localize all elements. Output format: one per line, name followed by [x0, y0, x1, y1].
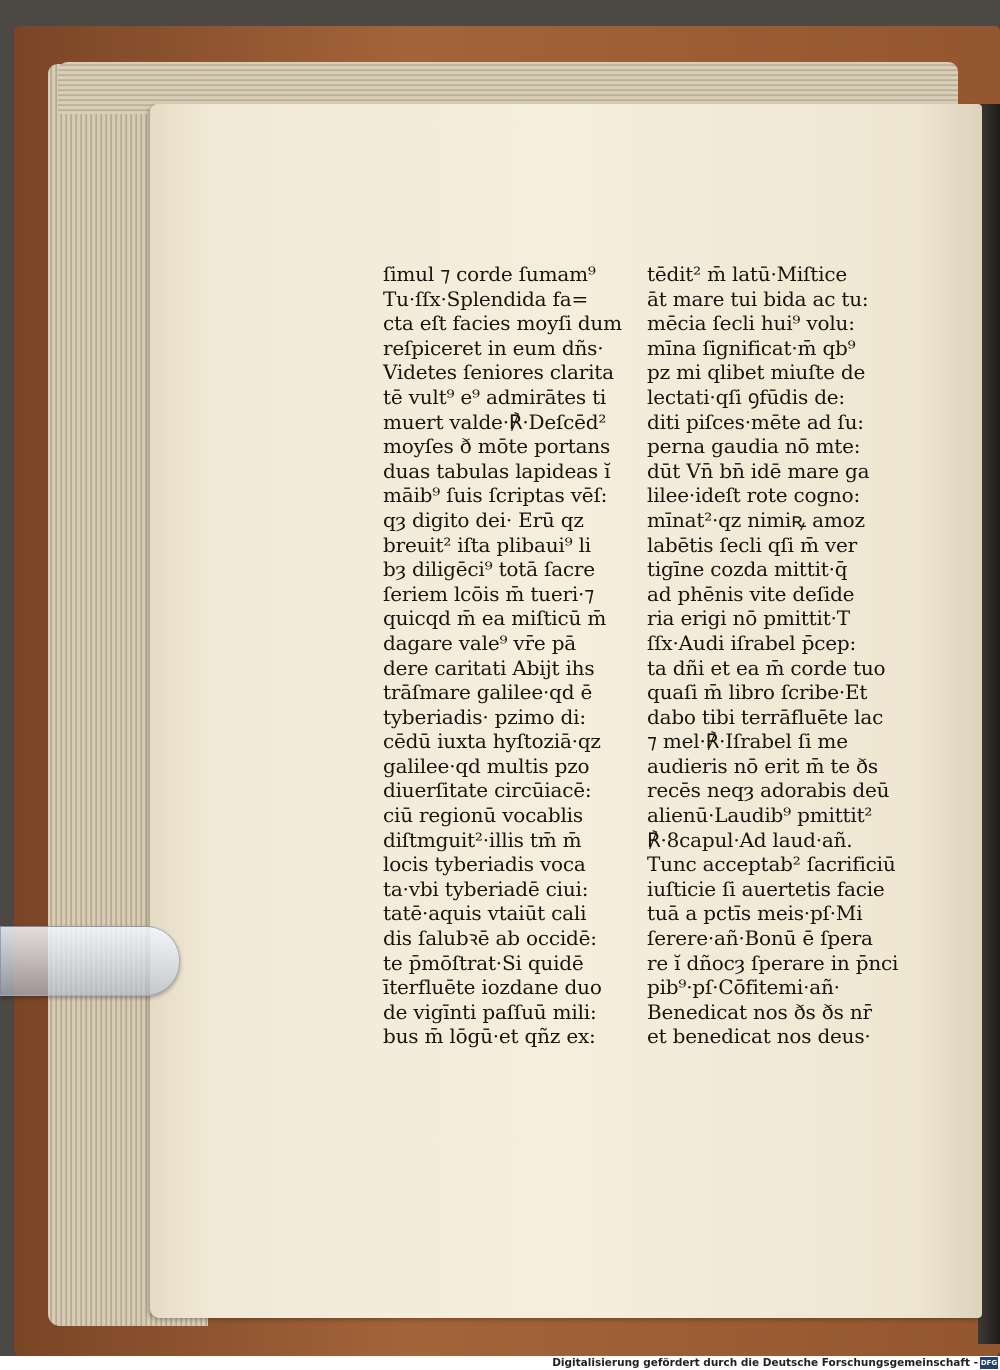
text-line: ta dñi et ea m̄ corde tuo — [647, 655, 886, 680]
text-line: ſerere·añ·Bonū ē ſpera — [647, 926, 873, 951]
text-line: dere caritati Abijt ihs — [383, 655, 595, 680]
text-line: lectati·qſi ꝯfūdis de: — [647, 384, 845, 409]
text-line: alienū·Laudib⁹ pmittit² — [647, 803, 873, 828]
text-line: ſſx·Audi iſrabel p̄cep: — [647, 630, 856, 655]
text-line: ſimul ⁊ corde ſumam⁹ — [383, 262, 596, 286]
text-line: labētis ſecli qſi m̄ ver — [647, 532, 857, 557]
text-line: ſeriem lcōis m̄ tueri·⁊ — [383, 581, 594, 606]
text-line: mīna ſignificat·m̄ qb⁹ — [647, 335, 856, 360]
text-line: recēs neqȝ adorabis deū — [647, 778, 890, 803]
text-line: re ĭ dñocȝ ſperare in p̄nci — [647, 950, 899, 975]
text-line: dis ſalubꝛē ab occidē: — [383, 926, 597, 951]
text-line: bus m̄ lōgū·et qñz ex: — [383, 1024, 596, 1049]
text-line: ciū regionū vocablis — [383, 803, 583, 828]
text-line: diti piſces·mēte ad ſu: — [647, 409, 864, 434]
text-line: galilee·qd multis pzo — [383, 753, 590, 778]
text-line: māib⁹ ſuis ſcriptas vēſ: — [383, 483, 608, 508]
text-line: mēcia ſecli hui⁹ volu: — [647, 311, 855, 336]
text-line: muert valde·℟·Deſcēd² — [383, 409, 607, 434]
text-line: dabo tibi terrāfluēte lac — [647, 704, 884, 729]
text-line: quicqd m̄ ea miſticū m̄ — [383, 606, 607, 631]
text-line: Tunc acceptab² ſacrificiū — [647, 852, 896, 877]
footer-credit: Digitalisierung gefördert durch die Deutsche Forschungsgemeinschaft - — [552, 1357, 978, 1369]
text-line: īterfluēte iozdane duo — [383, 975, 602, 1000]
text-line: Tu·ſſx·Splendida fa= — [383, 286, 589, 311]
text-line: lilee·ideſt rote cogno: — [647, 483, 860, 508]
text-line: iuſticie ſi auertetis facie — [647, 876, 885, 901]
text-line: ad phēnis vite deſide — [647, 581, 855, 606]
text-line: trāſmare galilee·qd ē — [383, 680, 593, 705]
text-line: qȝ digito dei· Erū qz — [383, 507, 584, 532]
text-line: reſpiceret in eum dñs· — [383, 335, 604, 360]
text-line: pz mi qlibet miuſte de — [647, 360, 866, 385]
text-line: ria erigi nō pmittit·T — [647, 606, 850, 631]
text-line: tyberiadis· pzimo di: — [383, 704, 586, 729]
text-line: tēdit² m̄ latū·Miſtice — [647, 262, 847, 286]
text-line: breuit² iſta plibaui⁹ li — [383, 532, 591, 557]
text-line: mīnat²·qz nimiꝶ amoz — [647, 507, 865, 532]
text-column-left — [383, 262, 623, 1049]
text-line: ⁊ mel·℟·Iſrabel ſi me — [647, 729, 848, 754]
text-line: tuā a pctīs meis·pſ·Mi — [647, 901, 863, 926]
text-line: dūt Vn̄ bn̄ idē mare ga — [647, 458, 870, 483]
text-line: ℟·8capul·Ad laud·añ. — [647, 827, 853, 852]
page-holder-clip — [0, 926, 180, 996]
text-line: diſtmguit²·illis tm̄ m̄ — [383, 827, 582, 852]
text-line: cta eſt facies moyſi dum — [383, 311, 622, 336]
text-line: tatē·aquis vtaiūt cali — [383, 901, 587, 926]
text-line: ta·vbi tyberiadē ciui: — [383, 876, 589, 901]
text-line: tigīne cozda mittit·q̄ — [647, 557, 848, 582]
text-line: de vigīnti paſſuū mili: — [383, 999, 597, 1024]
text-line: diuerſitate circūiacē: — [383, 778, 592, 803]
text-line: perna gaudia nō mte: — [647, 434, 861, 459]
text-line: bȝ diligēci⁹ totā ſacre — [383, 557, 595, 582]
text-line: Videtes ſeniores clarita — [383, 360, 614, 385]
footer-bar — [0, 1356, 1000, 1370]
text-line: cēdū iuxta hyſtoziā·qz — [383, 729, 601, 754]
text-line: te p̄mōſtrat·Si quidē — [383, 950, 584, 975]
text-line: audieris nō erit m̄ te ðs — [647, 753, 878, 778]
text-column-right — [647, 262, 899, 1049]
text-line: duas tabulas lapideas ĭ — [383, 458, 611, 483]
text-line: quaſi m̄ libro ſcribe·Et — [647, 680, 868, 705]
text-line: Benedicat nos ðs ðs nr̄ — [647, 999, 872, 1024]
text-line: tē vult⁹ e⁹ admirātes ti — [383, 384, 607, 409]
text-line: locis tyberiadis voca — [383, 852, 586, 877]
dfg-logo: DFG — [980, 1359, 998, 1367]
text-line: dagare vale⁹ vr̄e pā — [383, 630, 577, 655]
text-line: moyſes ð mōte portans — [383, 434, 611, 459]
text-line: pib⁹·pſ·Cōfitemi·añ· — [647, 975, 840, 1000]
text-line: et benedicat nos deus· — [647, 1024, 871, 1049]
text-line: āt mare tui bida ac tu: — [647, 286, 869, 311]
